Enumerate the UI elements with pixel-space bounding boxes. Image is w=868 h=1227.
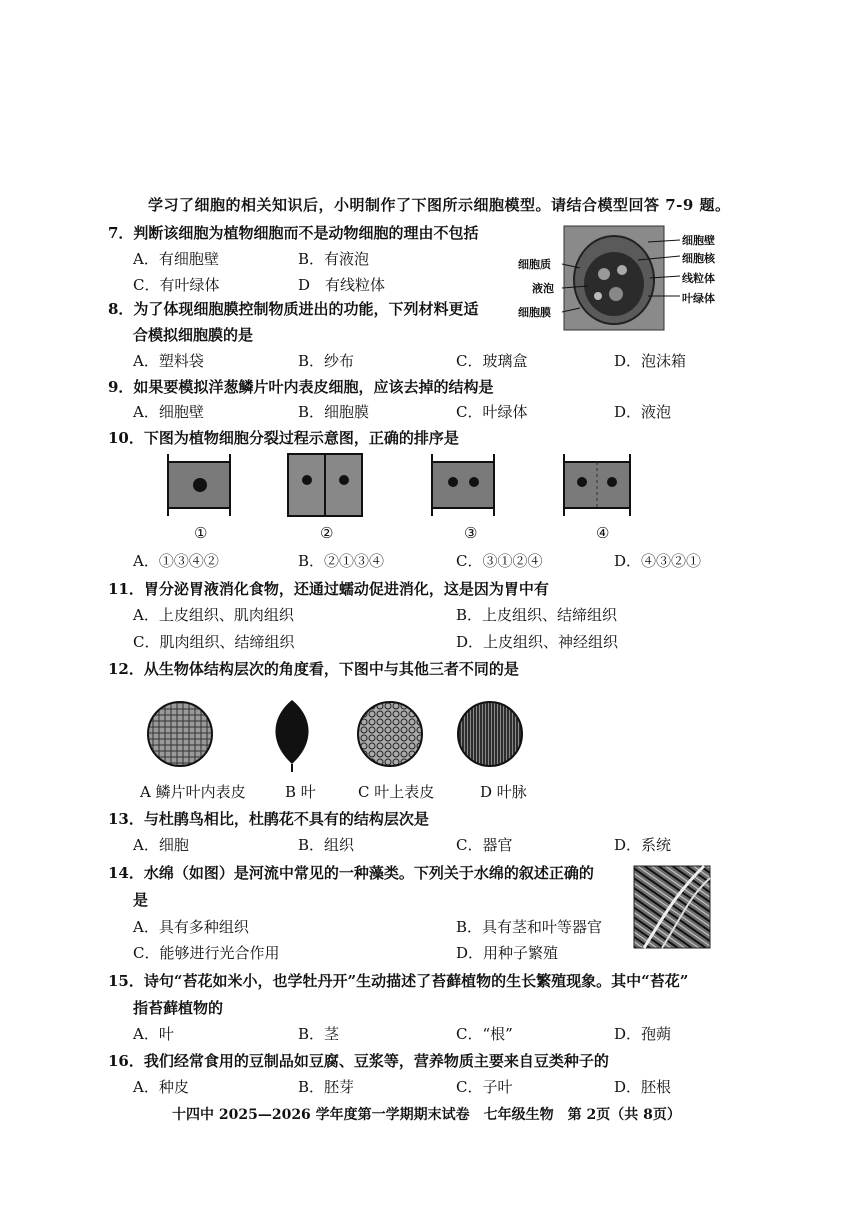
- q10-fig-label-4: ④: [596, 524, 610, 542]
- q12-fig-label-a: A 鳞片叶内表皮: [140, 783, 246, 801]
- q9-option-d: D．液泡: [614, 403, 672, 421]
- q15-stem-line1: 15．诗句“苔花如米小，也学牡丹开”生动描述了苔藓植物的生长繁殖现象。其中“苔花”: [108, 972, 689, 990]
- q13-option-a: A．细胞: [133, 836, 189, 854]
- structure-level-figure: [144, 694, 584, 774]
- q10-option-c: C．③①②④: [456, 552, 543, 570]
- cell-division-figure: [160, 452, 720, 522]
- q10-stem: 10．下图为植物细胞分裂过程示意图，正确的排序是: [108, 429, 459, 447]
- q10-option-d: D．④③②①: [614, 552, 702, 570]
- q7-option-d: D 有线粒体: [298, 276, 386, 294]
- q9-option-b: B．细胞膜: [298, 403, 370, 421]
- label-mitochondria: 线粒体: [682, 272, 715, 285]
- spirogyra-figure: [634, 866, 710, 948]
- q16-option-a: A．种皮: [133, 1078, 189, 1096]
- q16-option-c: C．子叶: [456, 1078, 513, 1096]
- q9-option-a: A．细胞壁: [133, 403, 204, 421]
- q11-option-a: A．上皮组织、肌肉组织: [133, 606, 294, 624]
- q12-fig-label-c: C 叶上表皮: [358, 783, 435, 801]
- label-cell-membrane: 细胞膜: [518, 306, 551, 319]
- label-nucleus: 细胞核: [682, 252, 715, 265]
- q12-fig-label-b: B 叶: [285, 783, 316, 801]
- q15-option-b: B．茎: [298, 1025, 340, 1043]
- q14-stem-line2: 是: [133, 891, 149, 909]
- division-cell-1: [168, 454, 230, 516]
- q10-fig-label-2: ②: [320, 524, 334, 542]
- q16-option-d: D．胚根: [614, 1078, 672, 1096]
- q10-fig-label-1: ①: [194, 524, 208, 542]
- q14-option-a: A．具有多种组织: [133, 918, 249, 936]
- label-vacuole: 液泡: [532, 282, 554, 295]
- label-chloroplast: 叶绿体: [682, 292, 715, 305]
- q8-option-c: C．玻璃盒: [456, 352, 528, 370]
- q16-stem: 16．我们经常食用的豆制品如豆腐、豆浆等，营养物质主要来自豆类种子的: [108, 1052, 609, 1070]
- q8-stem-line1: 8．为了体现细胞膜控制物质进出的功能，下列材料更适: [108, 300, 479, 318]
- division-cell-2: [288, 454, 362, 516]
- label-cell-wall: 细胞壁: [682, 234, 715, 247]
- figure-scale-leaf-epidermis: [148, 702, 212, 766]
- q9-stem: 9．如果要模拟洋葱鳞片叶内表皮细胞，应该去掉的结构是: [108, 378, 494, 396]
- q15-option-d: D．孢蒴: [614, 1025, 672, 1043]
- cell-model-figure: [518, 224, 728, 334]
- q8-option-b: B．纱布: [298, 352, 355, 370]
- q11-option-c: C．肌肉组织、结缔组织: [133, 633, 295, 651]
- label-cytoplasm: 细胞质: [518, 258, 551, 271]
- q9-option-c: C．叶绿体: [456, 403, 528, 421]
- q11-option-b: B．上皮组织、结缔组织: [456, 606, 618, 624]
- q8-option-a: A．塑料袋: [133, 352, 204, 370]
- q12-fig-label-d: D 叶脉: [480, 783, 527, 801]
- q7-option-a: A．有细胞壁: [133, 250, 219, 268]
- division-cell-3: [432, 454, 494, 516]
- q8-stem-line2: 合模拟细胞膜的是: [133, 326, 254, 344]
- page-footer: 十四中 2025—2026 学年度第一学期期末试卷 七年级生物 第 2页（共 8页）: [172, 1107, 681, 1123]
- q11-stem: 11．胃分泌胃液消化食物，还通过蠕动促进消化，这是因为胃中有: [108, 580, 549, 598]
- q13-stem: 13．与杜鹃鸟相比，杜鹃花不具有的结构层次是: [108, 810, 429, 828]
- q15-stem-line2: 指苔藓植物的: [133, 999, 224, 1017]
- q15-option-c: C．“根”: [456, 1025, 513, 1043]
- q12-stem: 12．从生物体结构层次的角度看，下图中与其他三者不同的是: [108, 660, 519, 678]
- figure-leaf-upper-epidermis: [358, 702, 422, 766]
- q11-option-d: D．上皮组织、神经组织: [456, 633, 619, 651]
- intro-text: 学习了细胞的相关知识后，小明制作了下图所示细胞模型。请结合模型回答 7-9 题。: [148, 196, 731, 214]
- q13-option-b: B．组织: [298, 836, 355, 854]
- q7-option-b: B．有液泡: [298, 250, 370, 268]
- q14-option-c: C．能够进行光合作用: [133, 944, 280, 962]
- q10-option-b: B．②①③④: [298, 552, 385, 570]
- q14-option-b: B．具有茎和叶等器官: [456, 918, 603, 936]
- q8-option-d: D．泡沫箱: [614, 352, 687, 370]
- q10-option-a: A．①③④②: [133, 552, 219, 570]
- q15-option-a: A．叶: [133, 1025, 174, 1043]
- q13-option-d: D．系统: [614, 836, 672, 854]
- q13-option-c: C．器官: [456, 836, 513, 854]
- figure-leaf: [275, 700, 308, 764]
- q16-option-b: B．胚芽: [298, 1078, 355, 1096]
- q7-stem: 7．判断该细胞为植物细胞而不是动物细胞的理由不包括: [108, 224, 479, 242]
- q10-fig-label-3: ③: [464, 524, 478, 542]
- q14-stem-line1: 14．水绵（如图）是河流中常见的一种藻类。下列关于水绵的叙述正确的: [108, 864, 594, 882]
- q14-option-d: D．用种子繁殖: [456, 944, 559, 962]
- q7-option-c: C．有叶绿体: [133, 276, 220, 294]
- division-cell-4: [564, 454, 630, 516]
- figure-leaf-vein: [458, 702, 522, 766]
